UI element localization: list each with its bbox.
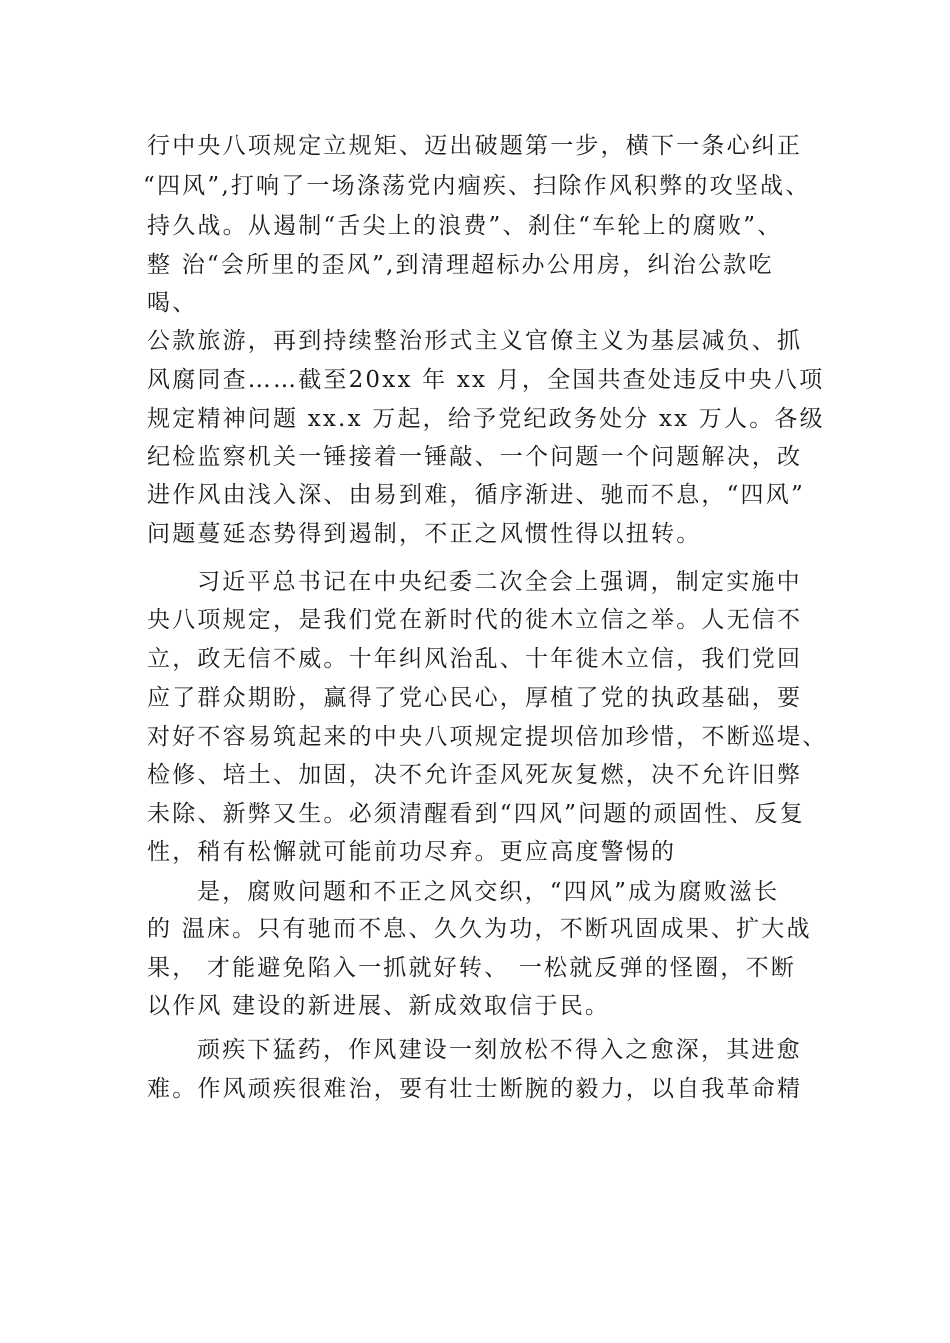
text-line-22: 果， 才能避免陷入一抓就好转、 一松就反弹的怪圈，不断 xyxy=(147,955,797,981)
text-line-8: 规定精神问题 xx.x 万起，给予党纪政务处分 xx 万人。各级 xyxy=(147,406,825,432)
text-line-10: 进作风由浅入深、由易到难，循序渐进、驰而不息，“四风” xyxy=(147,482,805,508)
text-line-13: 央八项规定，是我们党在新时代的徙木立信之举。人无信不 xyxy=(147,607,803,633)
text-line-25: 难。作风顽疾很难治，要有壮士断腕的毅力，以自我革命精 xyxy=(147,1076,803,1102)
text-line-21: 的 温床。只有驰而不息、久久为功，不断巩固成果、扩大战 xyxy=(147,916,812,942)
text-line-12: 习近平总书记在中央纪委二次全会上强调，制定实施中 xyxy=(197,569,802,595)
text-line-3: 持久战。从遏制“舌尖上的浪费”、刹住“车轮上的腐败”、 xyxy=(147,213,783,239)
text-line-18: 未除、新弊又生。必须清醒看到“四风”问题的顽固性、反复 xyxy=(147,801,805,827)
text-line-5: 喝、 xyxy=(147,290,198,316)
text-line-17: 检修、培土、加固，决不允许歪风死灰复燃，决不允许旧弊 xyxy=(147,762,803,788)
text-line-9: 纪检监察机关一锤接着一锤敲、一个问题一个问题解决，改 xyxy=(147,444,803,470)
text-line-23: 以作风 建设的新进展、新成效取信于民。 xyxy=(147,993,611,1019)
text-line-2: “四风”,打响了一场涤荡党内痼疾、扫除作风积弊的攻坚战、 xyxy=(143,173,811,199)
text-line-15: 应了群众期盼，赢得了党心民心，厚植了党的执政基础，要 xyxy=(147,685,803,711)
text-line-7: 风腐同查……截至20xx 年 xx 月，全国共查处违反中央八项 xyxy=(147,367,825,393)
text-line-19: 性，稍有松懈就可能前功尽弃。更应高度警惕的 xyxy=(147,839,677,865)
text-line-24: 顽疾下猛药，作风建设一刻放松不得入之愈深，其进愈 xyxy=(197,1037,802,1063)
text-line-1: 行中央八项规定立规矩、迈出破题第一步，横下一条心纠正 xyxy=(147,133,803,159)
text-line-14: 立，政无信不威。十年纠风治乱、十年徙木立信，我们党回 xyxy=(147,646,803,672)
text-line-11: 问题蔓延态势得到遏制，不正之风惯性得以扭转。 xyxy=(147,521,702,547)
text-line-16: 对好不容易筑起来的中央八项规定提坝倍加珍惜，不断巡堤、 xyxy=(147,724,828,750)
text-line-6: 公款旅游，再到持续整治形式主义官僚主义为基层减负、抓 xyxy=(147,328,803,354)
text-line-4: 整 治“会所里的歪风”,到清理超标办公用房，纠治公款吃 xyxy=(147,252,774,278)
text-line-20: 是，腐败问题和不正之风交织，“四风”成为腐败滋长 xyxy=(197,879,780,905)
